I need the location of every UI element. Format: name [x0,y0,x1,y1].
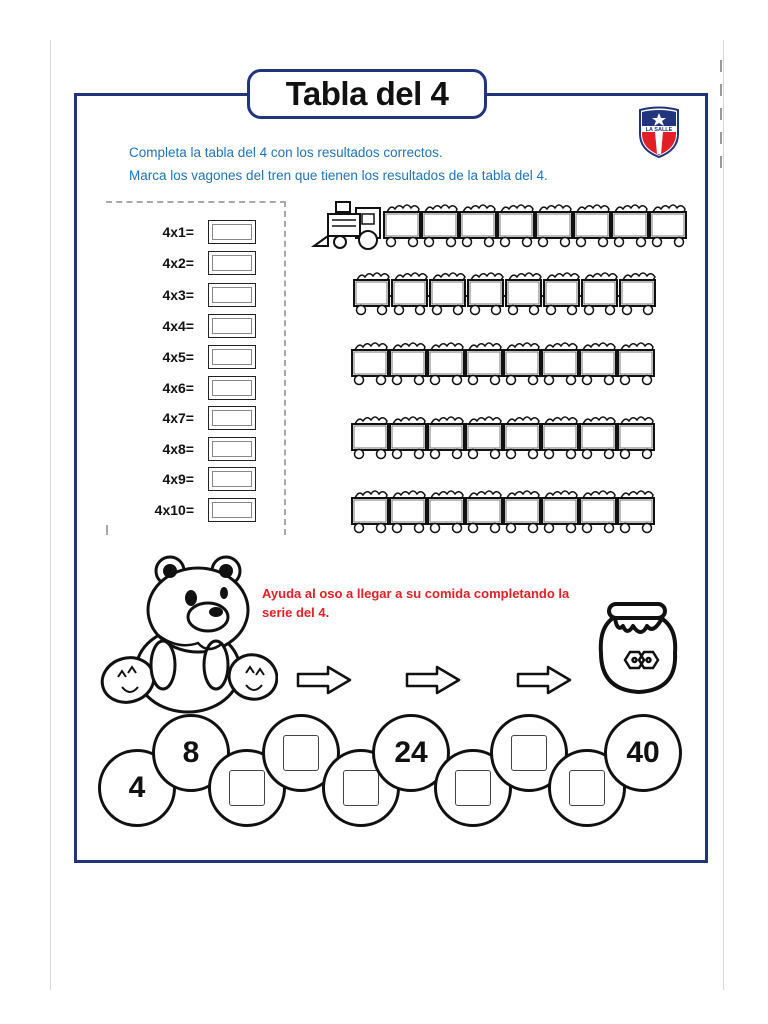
locomotive-icon [314,202,380,249]
train-wagons [300,190,690,540]
series-number: 8 [182,736,200,769]
multiplication-label: 4x10= [154,502,194,518]
train-wagon[interactable] [464,491,502,533]
train-wagon[interactable] [578,343,616,385]
answer-box[interactable] [208,345,256,369]
title-box [247,69,487,119]
train-wagon[interactable] [496,205,534,247]
answer-box[interactable] [208,220,256,244]
multiplication-row [140,498,260,524]
honey-jar-illustration [595,598,685,698]
answer-box[interactable] [455,770,491,806]
answer-box[interactable] [208,251,256,275]
train-wagon[interactable] [352,417,388,459]
train-wagon[interactable] [542,273,579,315]
page-edge-marks [720,60,724,180]
train-wagon[interactable] [464,343,502,385]
train-wagon[interactable] [352,343,388,385]
train-wagon[interactable] [458,205,496,247]
multiplication-label: 4x5= [162,349,194,365]
answer-box[interactable] [283,735,319,771]
train-wagon[interactable] [352,491,388,533]
train-wagon[interactable] [616,417,654,459]
bear-instruction: Ayuda al oso a llegar a su comida completando la serie del 4. [262,586,570,620]
series-number: 24 [394,736,428,769]
multiplication-label: 4x4= [162,318,194,334]
train-wagon[interactable] [388,491,426,533]
multiplication-label: 4x8= [162,441,194,457]
multiplication-row [140,314,260,340]
train-wagon[interactable] [420,205,458,247]
answer-box[interactable] [511,735,547,771]
multiplication-label: 4x1= [162,224,194,240]
multiplication-row [140,345,260,371]
train-wagon[interactable] [534,205,572,247]
bear-illustration [98,555,278,715]
dashed-border-top [106,201,286,203]
answer-box[interactable] [208,467,256,491]
right-arrow-icon [296,665,352,695]
la-salle-shield-logo [638,106,680,158]
multiplication-label: 4x6= [162,380,194,396]
multiplication-row [140,406,260,432]
multiplication-row [140,437,260,463]
train-wagon[interactable] [464,417,502,459]
multiplication-label: 4x7= [162,410,194,426]
train-wagon[interactable] [388,343,426,385]
answer-box[interactable] [208,376,256,400]
train-wagon[interactable] [648,205,686,247]
train-wagon[interactable] [540,491,578,533]
multiplication-row [140,251,260,277]
train-wagon[interactable] [578,491,616,533]
train-wagon[interactable] [540,417,578,459]
multiplication-label: 4x3= [162,287,194,303]
answer-box[interactable] [343,770,379,806]
train-wagon[interactable] [618,273,655,315]
answer-box[interactable] [208,314,256,338]
train-wagon[interactable] [384,205,420,247]
multiplication-row [140,283,260,309]
train-wagon[interactable] [426,417,464,459]
train-wagon[interactable] [388,417,426,459]
multiplication-row [140,467,260,493]
train-wagon[interactable] [572,205,610,247]
series-number: 40 [626,736,660,769]
train-wagon[interactable] [354,273,389,315]
train-wagon[interactable] [466,273,503,315]
train-wagon[interactable] [390,273,427,315]
train-wagon[interactable] [616,343,654,385]
answer-box[interactable] [229,770,265,806]
multiplication-label: 4x9= [162,471,194,487]
multiplication-label: 4x2= [162,255,194,271]
logo-text: LA SALLE [645,127,673,133]
answer-box[interactable] [208,437,256,461]
train-wagon[interactable] [502,417,540,459]
series-number: 4 [128,771,146,804]
page-title: Tabla del 4 [285,75,449,112]
train-wagon[interactable] [578,417,616,459]
train-wagon[interactable] [504,273,541,315]
multiplication-row [140,220,260,246]
train-wagon[interactable] [426,491,464,533]
multiplication-row [140,376,260,402]
train-wagon[interactable] [426,343,464,385]
train-wagon[interactable] [428,273,465,315]
train-wagon[interactable] [616,491,654,533]
train-wagon[interactable] [502,343,540,385]
answer-box[interactable] [208,406,256,430]
answer-box[interactable] [569,770,605,806]
right-arrow-icon [405,665,461,695]
train-wagon[interactable] [502,491,540,533]
instruction-2: Marca los vagones del tren que tienen los resultados de la tabla del 4. [129,168,548,183]
dashed-border-right [284,201,286,535]
answer-box[interactable] [208,283,256,307]
right-arrow-icon [516,665,572,695]
train-wagon[interactable] [610,205,648,247]
instruction-1: Completa la tabla del 4 con los resultados correctos. [129,145,443,160]
train-wagon[interactable] [540,343,578,385]
series-circle-given [604,714,682,792]
train-wagon[interactable] [580,273,617,315]
answer-box[interactable] [208,498,256,522]
dashed-border-left [106,525,108,535]
